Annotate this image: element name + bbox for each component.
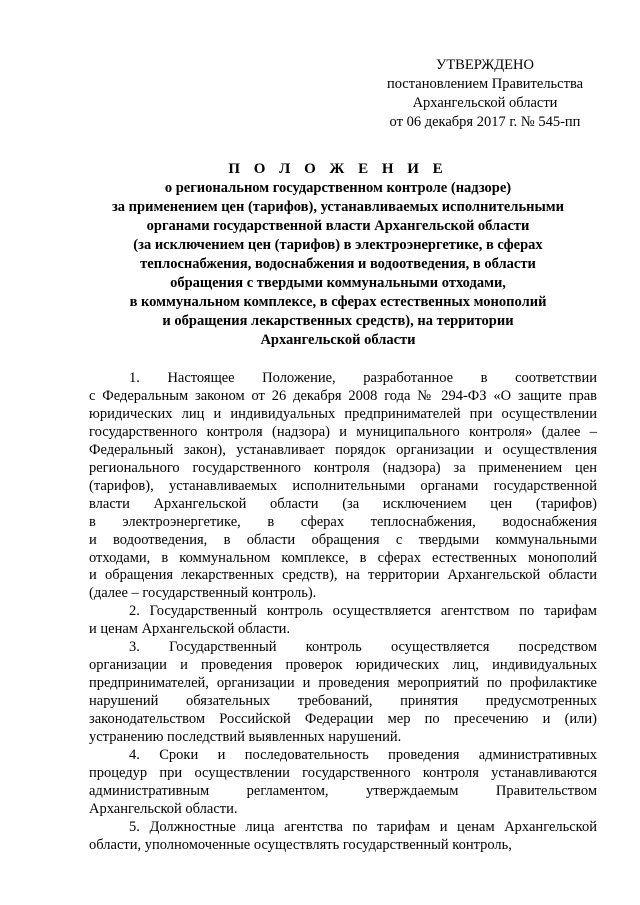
approval-stamp: [360, 56, 610, 132]
body-line: 5. Должностные лица агентства по тарифам и ценам Архангельской: [129, 818, 597, 835]
body-line: области, уполномоченные осуществлять государственный контроль,: [89, 836, 512, 853]
body-line: в электроэнергетике, в сферах теплоснабжения, водоснабжения: [89, 513, 597, 530]
body-line: и обращения лекарственных средств), на территории Архангельской области: [89, 567, 597, 584]
title-line: обращения с твердыми коммунальными отходами,: [170, 275, 506, 291]
title-heading: П О Л О Ж Е Н И Е: [228, 161, 448, 177]
body-line: 2. Государственный контроль осуществляется агентством по тарифам: [129, 603, 597, 620]
body-line: государственного контроля (надзора) и муниципального контроля» (далее –: [89, 423, 597, 440]
body-line: 4. Сроки и последовательность проведения административных: [129, 747, 597, 764]
body-line: и ценам Архангельской области.: [89, 621, 291, 638]
body-line: предпринимателей, организации и проведения мероприятий по профилактике: [89, 675, 597, 692]
body-line: законодательством Российской Федерации мер по пресечению и (или): [89, 711, 597, 728]
body-line: и водоотведения, в области обращения с твердыми коммунальными: [89, 531, 597, 548]
body-line: нарушений обязательных требований, принятия предусмотренных: [89, 693, 597, 710]
body-line: с Федеральным законом от 26 декабря 2008 года № 294-ФЗ «О защите прав: [89, 387, 597, 404]
title-line: в коммунальном комплексе, в сферах естественных монополий: [129, 294, 547, 310]
body-line: 1. Настоящее Положение, разработанное в соответствии: [129, 370, 597, 386]
title-line: теплоснабжения, водоснабжения и водоотведения, в области: [140, 256, 536, 272]
body-line: процедур при осуществлении государственного контроля устанавливаются: [89, 764, 597, 781]
approval-line: от 06 декабря 2017 г. № 545-пп: [389, 114, 581, 130]
body-line: власти Архангельской области (за исключением цен (тарифов): [89, 495, 597, 512]
document-body: [89, 370, 597, 855]
title-line: за применением цен (тарифов), устанавливаемых исполнительными: [111, 199, 565, 215]
body-line: административным регламентом, утверждаемым Правительством: [89, 782, 597, 799]
title-line: органами государственной власти Архангельской области: [146, 218, 530, 234]
title-line: (за исключением цен (тарифов) в электроэнергетике, в сферах: [133, 237, 543, 253]
title-line: Архангельской области: [260, 332, 416, 348]
approval-line: Архангельской области: [412, 95, 558, 111]
document-title: [88, 160, 588, 350]
body-line: (тарифов), устанавливаемых исполнительными органами государственной: [89, 477, 597, 494]
body-line: Федеральный закон), устанавливает порядок организации и осуществления: [89, 441, 597, 458]
body-line: юридических лиц и индивидуальных предпринимателей при осуществлении: [89, 405, 597, 422]
body-line: устранению последствий выявленных нарушений.: [89, 729, 402, 746]
title-line: и обращения лекарственных средств), на территории: [162, 313, 514, 329]
body-line: 3. Государственный контроль осуществляется посредством: [129, 639, 597, 656]
body-line: организации и проведения проверок юридических лиц, индивидуальных: [89, 657, 597, 674]
body-line: отходами, в коммунальном комплексе, в сферах естественных монополий: [89, 549, 597, 566]
approval-line: постановлением Правительства: [386, 76, 584, 92]
body-line: Архангельской области.: [89, 800, 238, 817]
body-line: регионального государственного контроля (надзора) за применением цен: [89, 459, 597, 476]
title-line: о региональном государственном контроле (надзоре): [164, 180, 512, 196]
body-line: (далее – государственный контроль).: [89, 585, 317, 602]
approval-line: УТВЕРЖДЕНО: [436, 57, 534, 73]
